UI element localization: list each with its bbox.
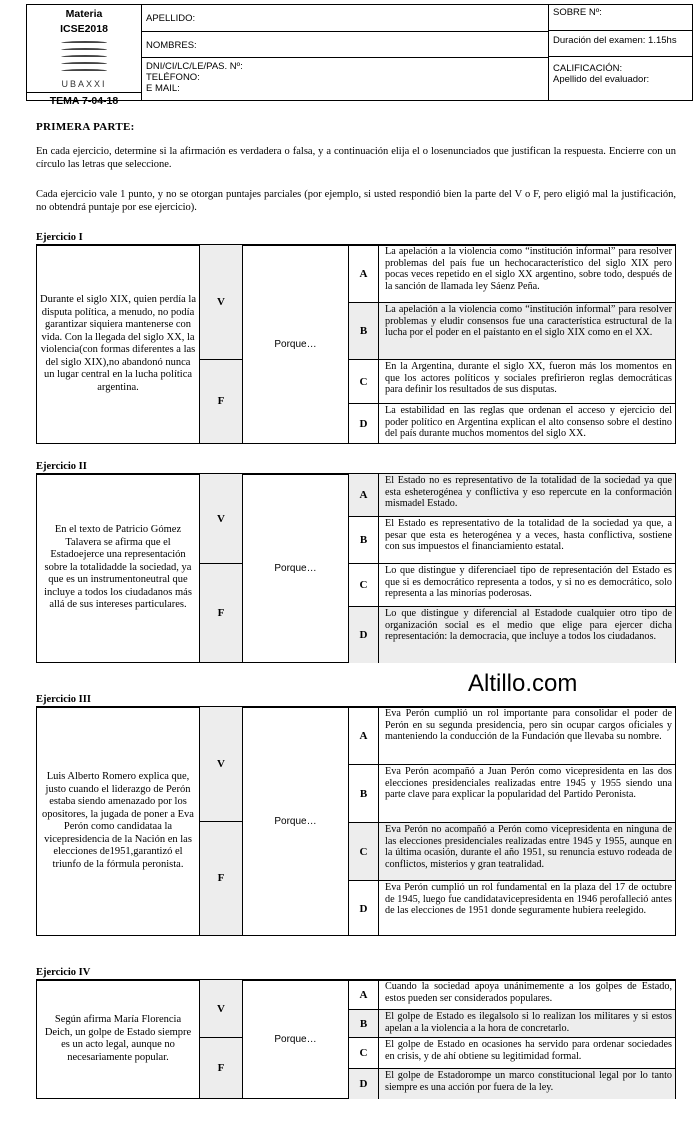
exercise-3 bbox=[36, 707, 676, 936]
student-info bbox=[142, 5, 549, 100]
logo-text: UBAXXI bbox=[61, 79, 107, 89]
exercise-1-statement: Durante el siglo XIX, quien perdía la disputa política, a menudo, no podía garantizar siquiera mantenerse con vida. Con la llegada del siglo XX, la violencia(con formas diferentes a las del siglo XIX),no abandonó nunca un lugar central en la lucha política argentina. bbox=[37, 245, 200, 443]
instructions-2: Cada ejercicio vale 1 punto, y no se otorgan puntajes parciales (por ejemplo, si usted respondió bien la parte del V o F, pero eligió mal la justificación, no obtendrá puntaje por ese ejercicio). bbox=[36, 189, 676, 213]
calificacion-label: CALIFICACIÓN: bbox=[553, 63, 623, 74]
option-text: El golpe de Estado en ocasiones ha servido para ordenar sociedades en crisis, y de ahí obtiene su legitimidad formal. bbox=[385, 1039, 672, 1062]
duracion-label: Duración del examen: 1.15hs bbox=[549, 31, 692, 57]
option-b[interactable] bbox=[349, 303, 675, 360]
email-field: E MAIL: bbox=[146, 83, 180, 94]
exercise-2-title: Ejercicio II bbox=[36, 461, 676, 475]
porque-label: Porque… bbox=[243, 980, 349, 1098]
true-false-column bbox=[200, 980, 243, 1098]
exercise-4 bbox=[36, 980, 676, 1099]
contact-fields bbox=[142, 58, 548, 94]
option-letter[interactable]: A bbox=[349, 980, 379, 1009]
option-a[interactable] bbox=[349, 474, 675, 517]
option-text: El golpe de Estado es ilegalsolo si lo realizan los militares y si estos apelan a la violencia a la hora de concretarlo. bbox=[379, 1010, 675, 1037]
option-letter[interactable]: B bbox=[349, 303, 379, 359]
option-d[interactable] bbox=[349, 404, 675, 444]
option-d[interactable] bbox=[349, 607, 675, 663]
apellido-field: APELLIDO: bbox=[142, 5, 548, 32]
option-text: Cuando la sociedad apoya unánimemente a los golpes de Estado, estos pueden ser considerados populares. bbox=[385, 981, 672, 1004]
materia-label: Materia bbox=[65, 8, 103, 20]
part-title: PRIMERA PARTE: bbox=[36, 121, 135, 133]
option-text: El Estado no es representativo de la totalidad de la sociedad ya que esta esheterogénea y conflictiva y eso repercute en la conformación mismadel Estado. bbox=[379, 474, 675, 516]
option-letter[interactable]: A bbox=[349, 245, 379, 302]
justification-options bbox=[349, 980, 675, 1098]
option-d[interactable] bbox=[349, 881, 675, 936]
telefono-field: TELÉFONO: bbox=[146, 72, 200, 83]
exercise-1 bbox=[36, 245, 676, 444]
ubaxxi-logo-icon bbox=[61, 39, 107, 75]
option-letter[interactable]: C bbox=[349, 564, 379, 606]
porque-label: Porque… bbox=[243, 707, 349, 935]
option-c[interactable] bbox=[349, 1038, 675, 1069]
option-d[interactable] bbox=[349, 1069, 675, 1099]
false-option[interactable]: F bbox=[217, 606, 225, 619]
dni-field: DNI/CI/LC/LE/PAS. Nº: bbox=[146, 61, 243, 72]
true-false-column bbox=[200, 474, 243, 662]
option-letter[interactable]: D bbox=[349, 881, 379, 936]
option-text: El golpe de Estadorompe un marco constitucional legal por lo tanto siempre es una acción por fuera de la ley. bbox=[379, 1069, 675, 1099]
calificacion-block bbox=[549, 57, 692, 85]
option-letter[interactable]: C bbox=[349, 1038, 379, 1068]
exercise-1-title: Ejercicio I bbox=[36, 232, 676, 246]
false-option[interactable]: F bbox=[217, 395, 225, 407]
tema-label: TEMA 7-04-18 bbox=[27, 92, 141, 107]
option-letter[interactable]: D bbox=[349, 404, 379, 444]
option-letter[interactable]: A bbox=[349, 474, 379, 516]
option-c[interactable] bbox=[349, 360, 675, 404]
option-letter[interactable]: D bbox=[349, 607, 379, 663]
exercise-3-title: Ejercicio III bbox=[36, 694, 676, 708]
true-option[interactable]: V bbox=[200, 474, 242, 564]
option-text: La estabilidad en las reglas que ordenan el acceso y ejercicio del poder político en Argentina explican el alto consenso sobre el destino del país durante muchos momentos del siglo XX. bbox=[385, 405, 672, 440]
sobre-field: SOBRE Nº: bbox=[549, 5, 692, 31]
instructions-1: En cada ejercicio, determine si la afirmación es verdadera o falsa, y a continuación elija el o losenunciados que justifican la respuesta. Encierre con un círculo las letras que seleccione. bbox=[36, 146, 676, 170]
option-letter[interactable]: D bbox=[349, 1069, 379, 1099]
watermark: Altillo.com bbox=[468, 670, 578, 697]
option-b[interactable] bbox=[349, 765, 675, 823]
porque-label: Porque… bbox=[243, 474, 349, 662]
option-a[interactable] bbox=[349, 245, 675, 303]
option-b[interactable] bbox=[349, 1010, 675, 1038]
exercise-3-statement: Luis Alberto Romero explica que, justo cuando el liderazgo de Perón estaba siendo amenazado por los opositores, la jugada de poner a Eva Perón como candidataa la vicepresidencia de la Nación en las elecciones de1951,garantizó el triunfo de la fórmula peronista. bbox=[37, 707, 200, 935]
exam-header bbox=[26, 4, 693, 107]
true-option[interactable]: V bbox=[200, 245, 242, 360]
justification-options bbox=[349, 245, 675, 443]
option-text: El Estado es representativo de la totalidad de la sociedad ya que, a pesar que esta es heterogénea y a veces, hasta conflictiva, sostiene con sus impuestos el financiamiento estatal. bbox=[385, 518, 672, 553]
true-false-column bbox=[200, 245, 243, 443]
evaluador-label: Apellido del evaluador: bbox=[553, 74, 650, 85]
true-false-column bbox=[200, 707, 243, 935]
true-option[interactable]: V bbox=[200, 980, 242, 1038]
option-letter[interactable]: B bbox=[349, 517, 379, 563]
option-a[interactable] bbox=[349, 980, 675, 1010]
option-text: Eva Perón cumplió un rol importante para consolidar el poder de Perón en su segunda presidencia, pero sin ocupar cargos oficiales y manteniendo la conducción de la Fundación que llevaba su nombre. bbox=[385, 708, 672, 743]
exam-info bbox=[549, 5, 692, 100]
course-code: ICSE2018 bbox=[60, 23, 108, 35]
option-text: Lo que distingue y diferencial al Estadode cualquier otro tipo de organización social es el medio que elige para ejercer dicha representación: la democracia, que incluye a todos los ciudadanos. bbox=[379, 607, 675, 663]
option-a[interactable] bbox=[349, 707, 675, 765]
justification-options bbox=[349, 707, 675, 935]
option-text: En la Argentina, durante el siglo XX, fueron más los momentos en que los actores políticos y sociales prefirieron reglas democráticas para definir los resultados de sus disputas. bbox=[385, 361, 672, 396]
option-letter[interactable]: C bbox=[349, 823, 379, 880]
option-c[interactable] bbox=[349, 823, 675, 881]
porque-label: Porque… bbox=[243, 245, 349, 443]
false-option[interactable]: F bbox=[217, 1061, 225, 1074]
option-text: La apelación a la violencia como “institución informal” para resolver problemas y eludir consensos fue una característica estructural de la lucha por el poder en el paístanto en el siglo XIX como en el XX. bbox=[379, 303, 675, 359]
option-letter[interactable]: A bbox=[349, 707, 379, 764]
option-text: Eva Perón no acompañó a Perón como vicepresidenta en ninguna de las elecciones presidenciales realizadas entre 1945 y 1955, aunque en la última ocasión, durante el año 1951, su renuncia estuvo rodeada de conflictos, misterios y gran teatralidad. bbox=[379, 823, 675, 880]
option-b[interactable] bbox=[349, 517, 675, 564]
exercise-4-statement: Según afirma María Florencia Deich, un golpe de Estado siempre es un acto legal, aunque no necesariamente popular. bbox=[37, 980, 200, 1098]
option-c[interactable] bbox=[349, 564, 675, 607]
option-text: Eva Perón acompañó a Juan Perón como vicepresidenta en las dos elecciones presidenciales realizadas entre 1945 y 1955 siendo una parte clave para explicar la popularidad del Partido Peronista. bbox=[385, 766, 672, 801]
option-letter[interactable]: B bbox=[349, 765, 379, 822]
option-text: Lo que distingue y diferenciael tipo de representación del Estado es que si es democrático representa a todos, y si no es democrático, solo representa a las minorías poderosas. bbox=[385, 565, 672, 600]
option-text: Eva Perón cumplió un rol fundamental en la plaza del 17 de octubre de 1945, luego fue candidatavicepresidenta en 1946 perofalleció antes de las elecciones de 1951 donde seguramente hubiera reelegido. bbox=[385, 882, 672, 917]
exercise-4-title: Ejercicio IV bbox=[36, 967, 676, 981]
nombres-field: NOMBRES: bbox=[142, 32, 548, 58]
false-option[interactable]: F bbox=[217, 872, 225, 884]
option-letter[interactable]: C bbox=[349, 360, 379, 403]
exercise-2-statement: En el texto de Patricio Gómez Talavera se afirma que el Estadoejerce una representación sobre la totalidadde la sociedad, ya que es un instrumentoneutral que incluye a todos los ciudadanos más allá de sus intereses particulares. bbox=[37, 474, 200, 662]
option-letter[interactable]: B bbox=[349, 1010, 379, 1037]
true-option[interactable]: V bbox=[200, 707, 242, 822]
logo-cell bbox=[27, 5, 142, 107]
exercise-2 bbox=[36, 474, 676, 663]
justification-options bbox=[349, 474, 675, 662]
option-text: La apelación a la violencia como “institución informal” para resolver problemas del país fue un hechocaracterístico del siglo XIX pero pocas veces repetido en el siglo XX argentino, sobre todo, después de la sanción de llamada ley Sáenz Peña. bbox=[385, 246, 672, 292]
